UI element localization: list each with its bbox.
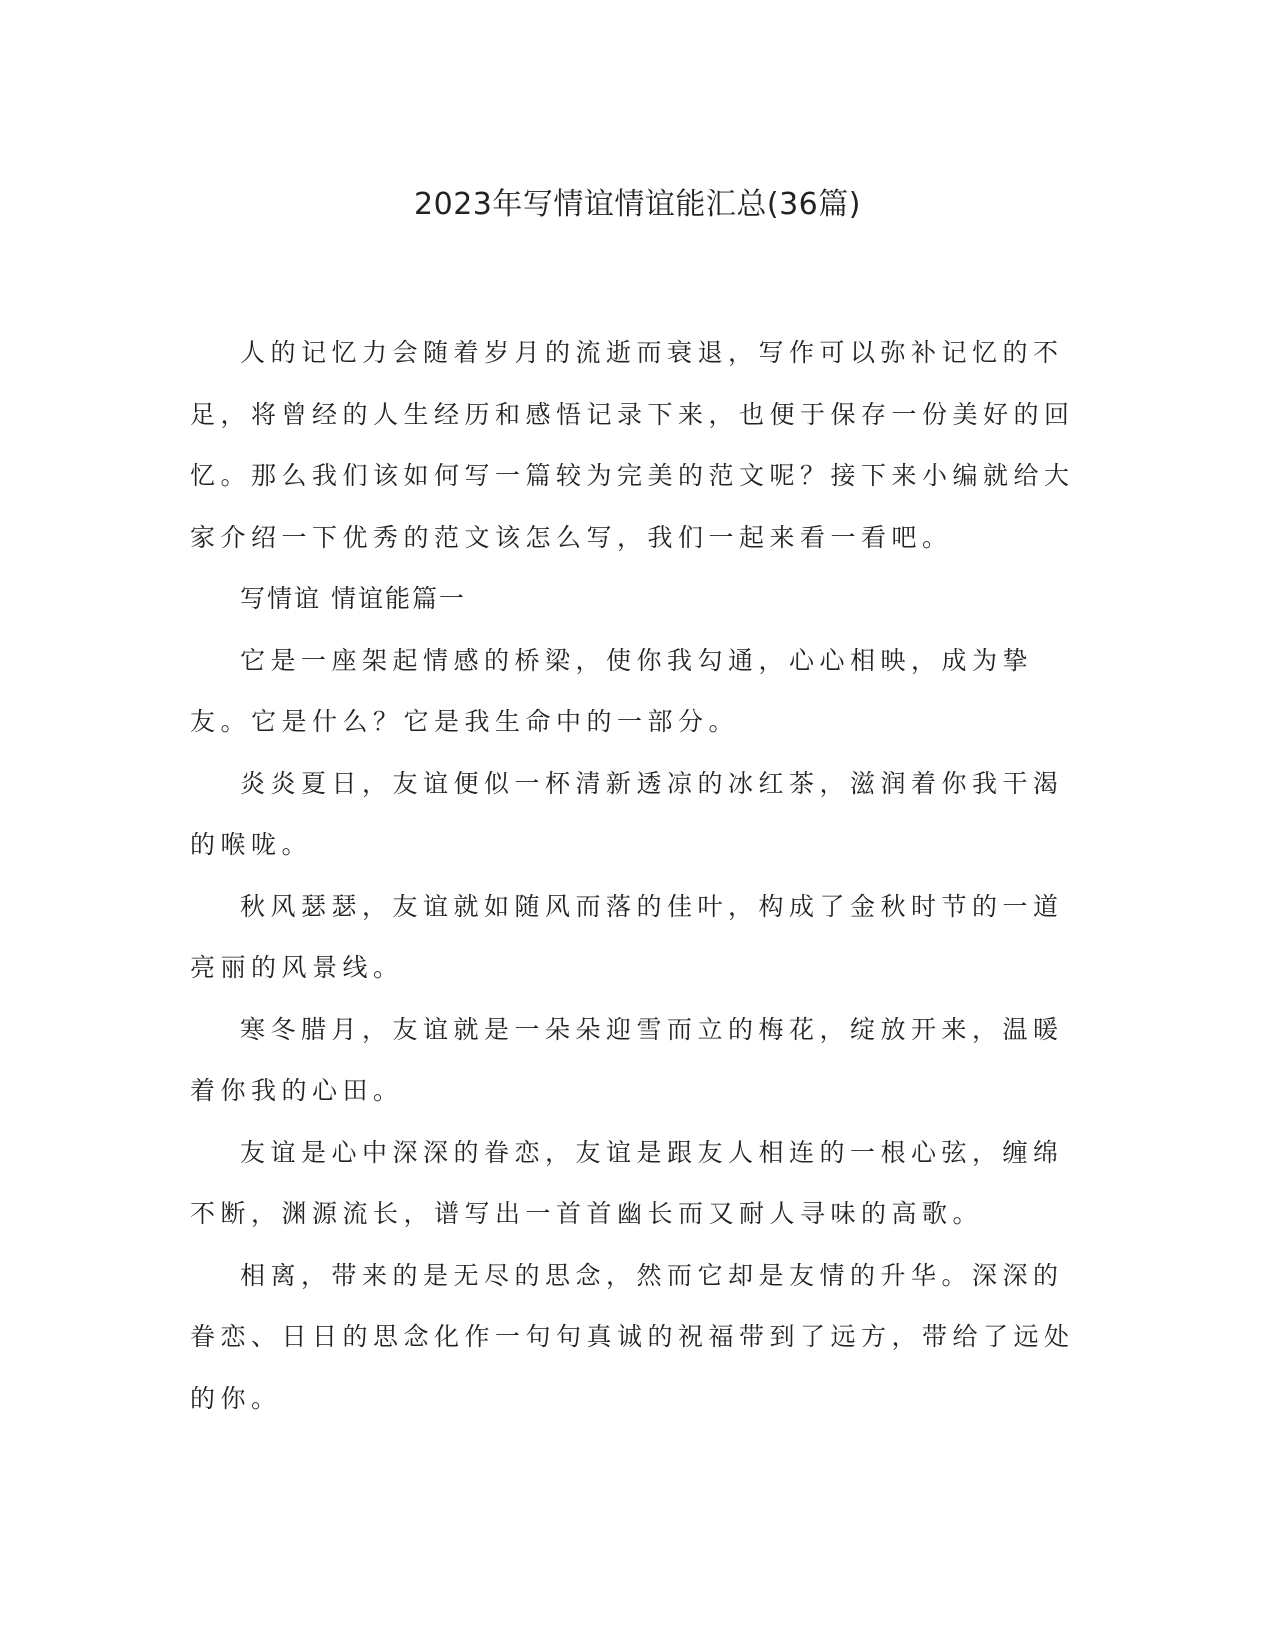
body-paragraph-5: 友谊是心中深深的眷恋，友谊是跟友人相连的一根心弦，缠绵不断，渊源流长，谱写出一首首幽长而又耐人寻味的高歌。	[190, 1137, 1064, 1228]
body-paragraph-1: 它是一座架起情感的桥梁，使你我勾通，心心相映，成为挚友。它是什么？它是我生命中的一部分。	[190, 645, 1034, 736]
body-paragraph-2: 炎炎夏日，友谊便似一杯清新透凉的冰红茶，滋润着你我干渴的喉咙。	[190, 768, 1064, 859]
document-body	[190, 322, 1086, 1429]
intro-paragraph: 人的记忆力会随着岁月的流逝而衰退，写作可以弥补记忆的不足，将曾经的人生经历和感悟记录下来，也便于保存一份美好的回忆。那么我们该如何写一篇较为完美的范文呢？接下来小编就给大家介绍一下优秀的范文该怎么写，我们一起来看一看吧。	[190, 338, 1075, 552]
body-paragraph-4: 寒冬腊月，友谊就是一朵朵迎雪而立的梅花，绽放开来，温暖着你我的心田。	[190, 1014, 1064, 1105]
body-paragraph-6: 相离，带来的是无尽的思念，然而它却是友情的升华。深深的眷恋、日日的思念化作一句句真诚的祝福带到了远方，带给了远处的你。	[190, 1260, 1075, 1413]
section-heading: 写情谊 情谊能篇一	[240, 584, 466, 613]
document-title: 2023年写情谊情谊能汇总(36篇)	[414, 187, 861, 222]
body-paragraph-3: 秋风瑟瑟，友谊就如随风而落的佳叶，构成了金秋时节的一道亮丽的风景线。	[190, 891, 1064, 982]
